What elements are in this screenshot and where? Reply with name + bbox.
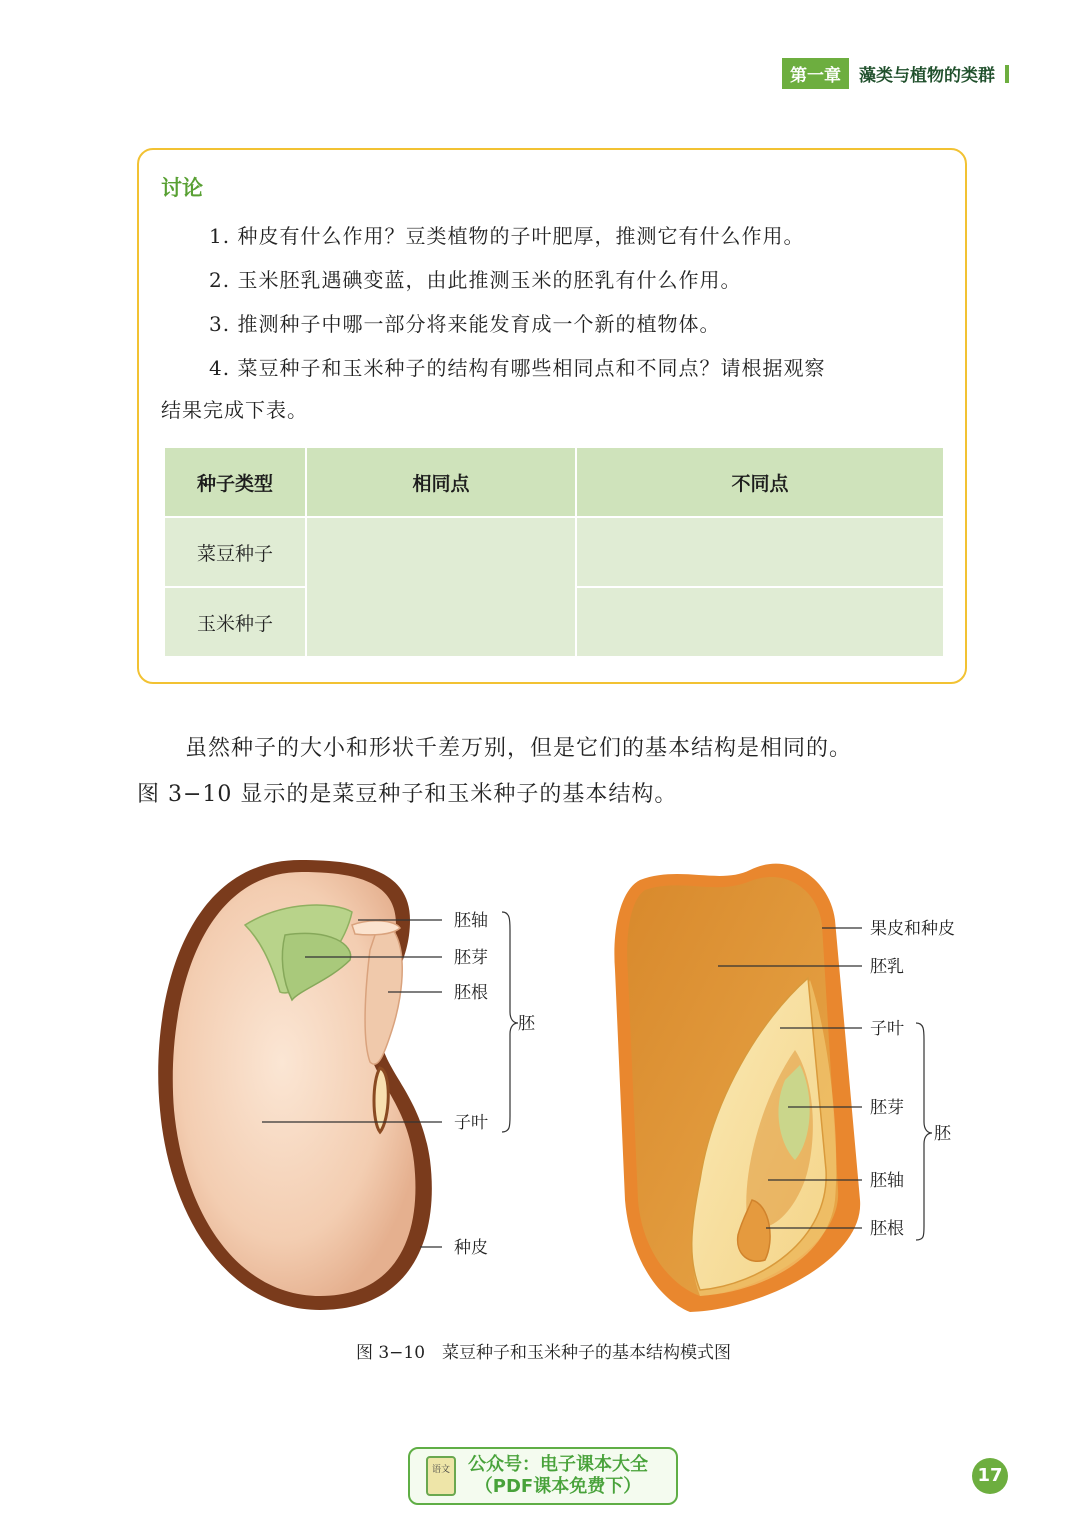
body-paragraph-line-1: 虽然种子的大小和形状千差万别，但是它们的基本结构是相同的。 [185, 736, 853, 761]
chapter-header [782, 58, 1009, 89]
figure-caption: 图 3−10 菜豆种子和玉米种子的基本结构模式图 [355, 1343, 732, 1363]
watermark-line-1: 公众号：电子课本大全 [468, 1454, 648, 1475]
embryo-brace-corn [916, 1023, 932, 1240]
discussion-box [137, 148, 967, 684]
discussion-title: 讨论 [161, 176, 203, 200]
corn-label-endosperm: 胚乳 [870, 957, 904, 977]
question-4-line-2: 结果完成下表。 [161, 398, 308, 422]
comparison-table [163, 446, 945, 658]
question-3: 3. 推测种子中哪一部分将来能发育成一个新的植物体。 [209, 312, 721, 336]
book-icon [426, 1456, 456, 1496]
corn-label-cotyledon: 子叶 [870, 1019, 904, 1039]
bean-label-root: 胚根 [454, 983, 488, 1003]
embryo-brace-bean [502, 912, 518, 1132]
table-row [164, 517, 944, 587]
corn-seed [614, 864, 860, 1312]
page-number: 17 [972, 1458, 1008, 1494]
watermark-text [468, 1454, 648, 1498]
corn-label-embryo: 胚 [934, 1124, 951, 1144]
bean-label-embryo: 胚 [518, 1014, 535, 1034]
bean-label-coat: 种皮 [454, 1238, 488, 1258]
corn-label-axis: 胚轴 [870, 1171, 904, 1191]
bean-label-cotyledon: 子叶 [454, 1113, 488, 1133]
question-2: 2. 玉米胚乳遇碘变蓝，由此推测玉米的胚乳有什么作用。 [209, 268, 742, 292]
chapter-title: 藻类与植物的类群 [859, 66, 995, 86]
watermark-line-2: （PDF课本免费下） [474, 1476, 642, 1497]
table-cell-seed-type: 玉米种子 [164, 587, 306, 657]
header-bar [1005, 65, 1009, 83]
table-cell-differences[interactable] [576, 587, 944, 657]
table-cell-seed-type: 菜豆种子 [164, 517, 306, 587]
corn-label-bud: 胚芽 [870, 1098, 904, 1118]
bean-label-bud: 胚芽 [454, 948, 488, 968]
table-header-row [164, 447, 944, 517]
corn-label-root: 胚根 [870, 1219, 904, 1239]
bean-seed [158, 860, 432, 1310]
watermark-badge[interactable] [408, 1447, 678, 1505]
chapter-tag: 第一章 [782, 58, 849, 89]
question-1: 1. 种皮有什么作用？豆类植物的子叶肥厚，推测它有什么作用。 [209, 224, 805, 248]
table-header: 种子类型 [164, 447, 306, 517]
body-paragraph-line-2: 图 3−10 显示的是菜豆种子和玉米种子的基本结构。 [137, 782, 678, 807]
table-header: 相同点 [306, 447, 576, 517]
table-cell-similarities[interactable] [306, 517, 576, 657]
bean-label-axis: 胚轴 [454, 911, 488, 931]
book-icon-text: 语文 [431, 1465, 450, 1475]
table-header: 不同点 [576, 447, 944, 517]
table-cell-differences[interactable] [576, 517, 944, 587]
seed-structure-figure [0, 840, 1087, 1320]
corn-label-pericarp: 果皮和种皮 [870, 919, 955, 939]
question-4-line-1: 4. 菜豆种子和玉米种子的结构有哪些相同点和不同点？请根据观察 [209, 356, 826, 380]
